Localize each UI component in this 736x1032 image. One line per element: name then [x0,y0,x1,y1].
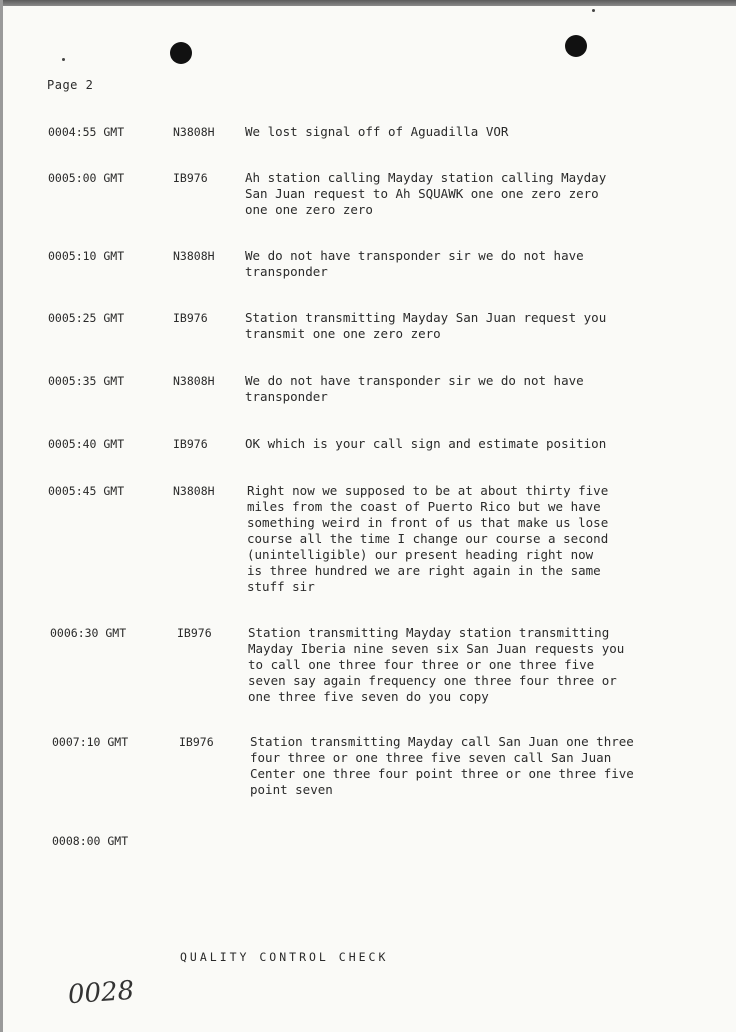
entry-station: IB976 [173,171,208,185]
entry-time: 0005:45 GMT [48,484,125,498]
entry-message: OK which is your call sign and estimate position [245,436,607,451]
entry-message: Right now we supposed to be at about thirty five miles from the coast of Puerto Rico but we have something weird in front of us that make us lose course all the time I change our course a second (unintelligible) our present heading right now is three hundred we are right again in the same stuff sir [247,483,609,594]
punch-hole-left [170,42,192,64]
punch-hole-right [565,35,587,57]
entry-message: We lost signal off of Aguadilla VOR [245,124,509,139]
entry-message: Ah station calling Mayday station calling Mayday San Juan request to Ah SQUAWK one one zero zero one one zero zero [245,170,607,217]
entry-station: IB976 [173,437,208,451]
page-number-label: Page 2 [47,78,94,92]
entry-station: IB976 [177,626,212,640]
entry-time: 0005:00 GMT [48,171,125,185]
entry-time: 0006:30 GMT [50,626,127,640]
page-left-edge [0,0,3,1032]
entry-time: 0005:40 GMT [48,437,125,451]
page-top-edge [0,0,736,6]
quality-control-label: QUALITY CONTROL CHECK [180,950,389,964]
handwritten-page-number: 0028 [67,975,136,1011]
entry-message: Station transmitting Mayday San Juan request you transmit one one zero zero [245,310,607,341]
paper-speck [592,9,595,12]
entry-station: IB976 [179,735,214,749]
entry-station: IB976 [173,311,208,325]
entry-station: N3808H [173,484,215,498]
paper-speck [62,58,65,61]
entry-time: 0005:10 GMT [48,249,125,263]
entry-time: 0007:10 GMT [52,735,129,749]
entry-time: 0005:35 GMT [48,374,125,388]
entry-message: Station transmitting Mayday call San Juan one three four three or one three five seven call San Juan Center one three four point three or one three five point seven [250,734,634,797]
entry-time: 0005:25 GMT [48,311,125,325]
entry-time: 0008:00 GMT [52,834,129,848]
entry-station: N3808H [173,249,215,263]
entry-message: We do not have transponder sir we do not have transponder [245,248,584,279]
entry-station: N3808H [173,374,215,388]
entry-station: N3808H [173,125,215,139]
entry-time: 0004:55 GMT [48,125,125,139]
entry-message: Station transmitting Mayday station transmitting Mayday Iberia nine seven six San Juan requests you to call one three four three or one three five seven say again frequency one three four three or one three five seven do you copy [248,625,625,704]
entry-message: We do not have transponder sir we do not have transponder [245,373,584,404]
